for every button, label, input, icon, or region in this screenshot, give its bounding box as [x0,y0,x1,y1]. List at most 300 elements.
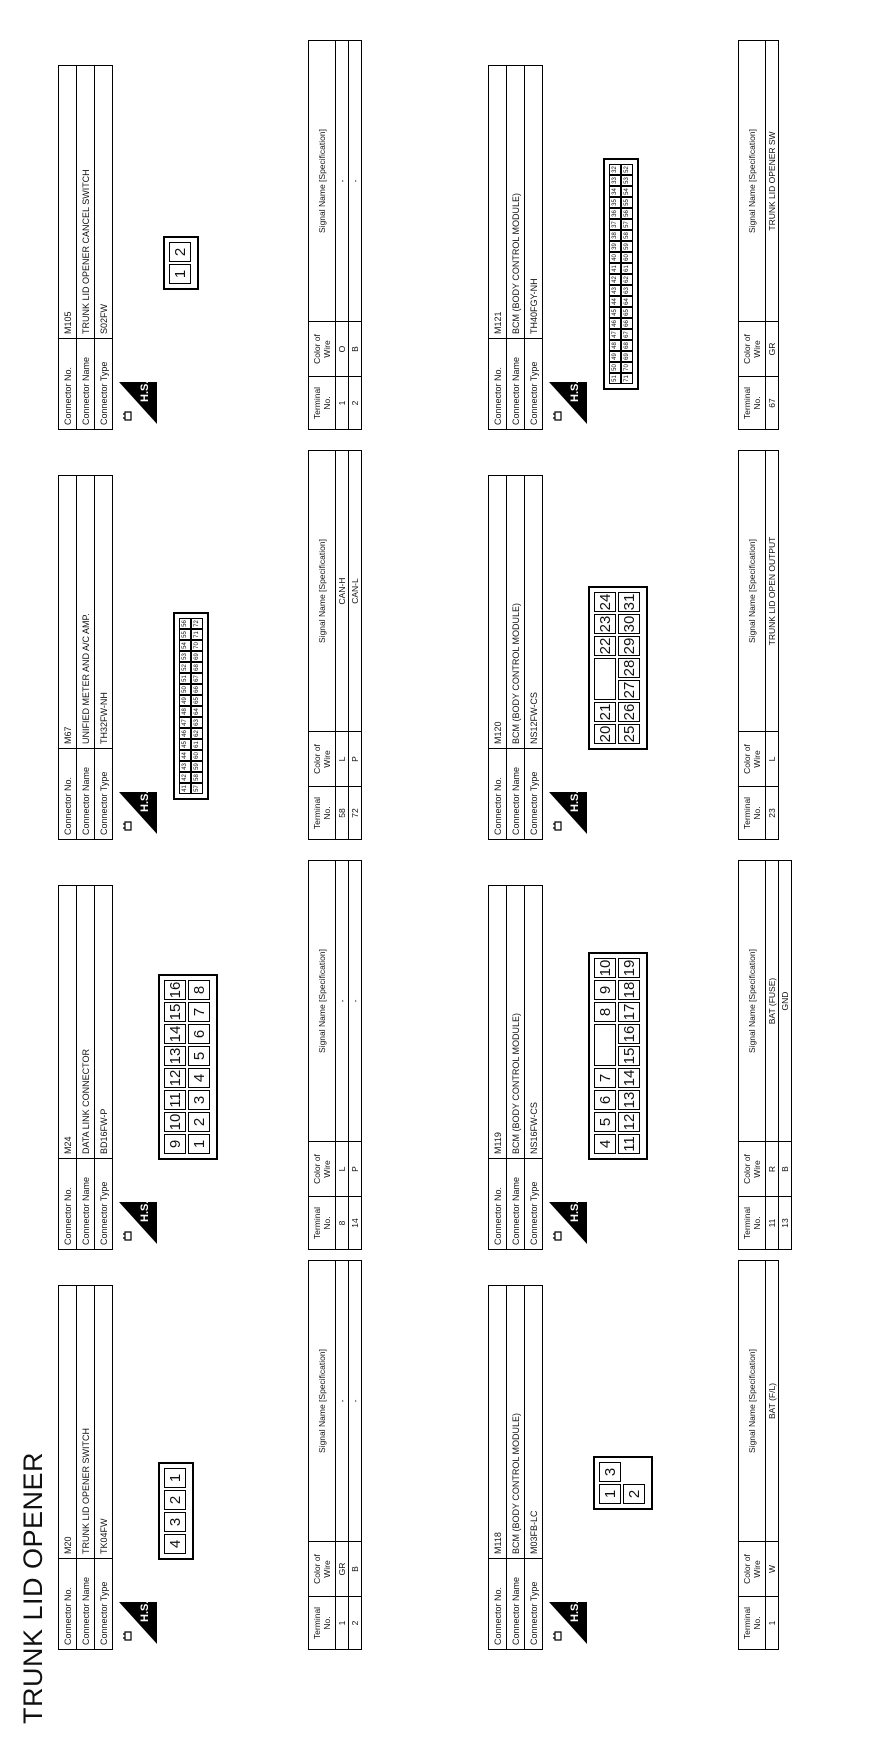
terminal-cell: 56 [621,208,633,219]
harness-side-icon [119,1602,157,1644]
blank-cell [594,658,616,700]
terminal-no: 1 [336,1597,349,1650]
terminal-cell: 21 [594,702,616,722]
terminal-cell: 1 [164,1468,186,1488]
connector-no-label: Connector No. [59,339,77,430]
terminal-cell: 62 [191,728,203,739]
connector-type-label: Connector Type [525,1159,543,1250]
terminal-cell: 63 [191,717,203,728]
signal-name-header: Signal Name [Specification] [739,861,766,1142]
terminal-cell: 69 [191,651,203,662]
terminal-row [609,164,621,384]
wire-color: W [766,1542,779,1597]
terminal-cell: 64 [621,296,633,307]
terminal-cell: 17 [618,1002,640,1022]
terminal-cell: 27 [618,680,640,700]
signal-name: BAT (FUSE) [766,861,779,1142]
terminal-cell: 42 [609,274,621,285]
harness-side-icon [549,382,587,424]
connector-no-value: M118 [489,1286,507,1559]
connector-block [488,10,896,430]
terminal-cell: 66 [191,684,203,695]
terminal-cell: 11 [164,1090,186,1110]
wire-color: L [336,732,349,787]
connector-name-value: BCM (BODY CONTROL MODULE) [507,66,525,339]
connector-no-value: M121 [489,66,507,339]
terminal-cell: 4 [594,1134,616,1154]
terminal-cell: 15 [164,1002,186,1022]
terminal-cell: 54 [179,640,191,651]
connector-type-label: Connector Type [525,1559,543,1650]
connector-block [488,420,896,840]
terminal-cell: 34 [609,186,621,197]
hs-label: H.S. [139,1600,151,1622]
table-row [336,1261,349,1650]
color-header: Color of Wire [309,732,336,787]
connector-face-diagram [603,158,639,390]
table-row [766,451,779,840]
connector-type-label: Connector Type [95,1559,113,1650]
terminal-cell: 49 [179,695,191,706]
terminal-no: 58 [336,787,349,840]
signal-table [308,860,362,1250]
connector-housing [588,586,648,750]
harness-side-icon [549,1202,587,1244]
terminal-cell: 2 [164,1490,186,1510]
signal-name-header: Signal Name [Specification] [739,451,766,732]
terminal-cell: 19 [618,958,640,978]
connector-type-label: Connector Type [95,339,113,430]
terminal-cell: 49 [609,351,621,362]
connector-type-value: S02FW [95,66,113,339]
connector-no-label: Connector No. [489,1559,507,1650]
harness-side-icon [119,792,157,834]
terminal-cell: 1 [169,264,191,284]
connector-type-value: TK04FW [95,1286,113,1559]
terminal-cell: 23 [594,614,616,634]
connector-header-table [58,885,113,1250]
connector-no-label: Connector No. [489,339,507,430]
signal-name: CAN-H [336,451,349,732]
terminal-cell: 22 [594,636,616,656]
terminal-no-header: Terminal No. [309,377,336,430]
connector-housing [158,1462,194,1560]
terminal-cell: 1 [599,1484,621,1504]
terminal-cell: 62 [621,274,633,285]
terminal-cell: 12 [618,1112,640,1132]
connector-face-diagram [593,1456,653,1510]
connector-name-label: Connector Name [507,339,525,430]
terminal-cell: 50 [179,684,191,695]
terminal-cell: 33 [609,175,621,186]
connector-name-value: UNIFIED METER AND A/C AMP. [77,476,95,749]
terminal-cell: 46 [179,728,191,739]
connector-no-value: M119 [489,886,507,1159]
terminal-cell: 31 [618,592,640,612]
table-row [766,41,779,430]
connector-no-label: Connector No. [489,1159,507,1250]
terminal-cell: 6 [594,1090,616,1110]
terminal-cell: 70 [191,640,203,651]
terminal-cell: 12 [164,1068,186,1088]
signal-name-header: Signal Name [Specification] [309,1261,336,1542]
terminal-cell: 9 [164,1134,186,1154]
terminal-cell: 58 [191,772,203,783]
color-header: Color of Wire [309,322,336,377]
table-row [766,861,779,1250]
terminal-cell: 24 [594,592,616,612]
terminal-cell: 69 [621,351,633,362]
terminal-cell: 48 [179,706,191,717]
connector-name-value: TRUNK LID OPENER SWITCH [77,1286,95,1559]
terminal-cell: 71 [191,629,203,640]
terminal-cell: 44 [179,750,191,761]
connector-face-diagram [158,974,218,1160]
terminal-cell: 47 [609,329,621,340]
connector-no-label: Connector No. [59,1559,77,1650]
terminal-cell: 47 [179,717,191,728]
terminal-no-header: Terminal No. [309,1597,336,1650]
blank-cell [594,1024,616,1066]
color-header: Color of Wire [739,732,766,787]
terminal-row [618,958,640,1154]
terminal-row [164,1468,186,1554]
connector-type-label: Connector Type [525,749,543,840]
connector-block [488,1230,896,1650]
connector-name-label: Connector Name [507,1559,525,1650]
connector-name-label: Connector Name [77,339,95,430]
connector-block [58,830,478,1250]
terminal-row [179,618,191,794]
connector-no-label: Connector No. [59,1159,77,1250]
connector-no-label: Connector No. [59,749,77,840]
connector-type-value: NS12FW-CS [525,476,543,749]
connector-type-label: Connector Type [95,1159,113,1250]
connector-name-label: Connector Name [507,1159,525,1250]
connector-header-table [488,1285,543,1650]
terminal-row [599,1462,621,1504]
terminal-cell: 41 [609,263,621,274]
wire-color: GR [766,322,779,377]
connector-housing [588,952,648,1160]
terminal-no: 72 [349,787,362,840]
terminal-cell: 2 [169,242,191,262]
table-row [766,1261,779,1650]
terminal-cell: 50 [609,362,621,373]
terminal-cell: 54 [621,186,633,197]
terminal-cell: 53 [621,175,633,186]
harness-side-icon [549,792,587,834]
terminal-row [594,958,616,1154]
signal-name-header: Signal Name [Specification] [739,1261,766,1542]
connector-name-value: TRUNK LID OPENER CANCEL SWITCH [77,66,95,339]
signal-name: TRUNK LID OPEN OUTPUT [766,451,779,732]
connector-face-diagram [588,586,648,750]
terminal-cell: 11 [618,1134,640,1154]
connector-housing [158,974,218,1160]
connector-name-label: Connector Name [77,1559,95,1650]
connector-header-table [488,885,543,1250]
terminal-no: 13 [779,1197,792,1250]
signal-table [738,1260,779,1650]
connector-header-table [488,475,543,840]
table-row [349,41,362,430]
hs-label: H.S. [569,1200,581,1222]
terminal-no: 23 [766,787,779,840]
terminal-row [623,1462,645,1504]
terminal-cell: 14 [618,1068,640,1088]
terminal-cell: 41 [179,783,191,794]
terminal-cell: 59 [191,761,203,772]
terminal-cell: 16 [164,980,186,1000]
connector-name-label: Connector Name [77,749,95,840]
terminal-cell: 63 [621,285,633,296]
signal-table [308,1260,362,1650]
terminal-cell: 60 [191,750,203,761]
terminal-cell: 48 [609,340,621,351]
terminal-cell: 42 [179,772,191,783]
table-row [336,41,349,430]
terminal-cell: 39 [609,241,621,252]
color-header: Color of Wire [309,1542,336,1597]
terminal-cell: 6 [188,1024,210,1044]
connector-no-label: Connector No. [489,749,507,840]
signal-table [738,450,779,840]
connector-type-value: TH32FW-NH [95,476,113,749]
wire-color: P [349,732,362,787]
table-row [349,861,362,1250]
terminal-cell: 13 [618,1090,640,1110]
terminal-cell: 37 [609,219,621,230]
connector-block [58,420,478,840]
terminal-cell: 7 [188,1002,210,1022]
terminal-cell: 25 [618,724,640,744]
terminal-cell: 5 [188,1046,210,1066]
signal-table [308,450,362,840]
signal-name: BAT (F/L) [766,1261,779,1542]
terminal-cell: 13 [164,1046,186,1066]
connector-header-table [58,475,113,840]
signal-name: - [349,41,362,322]
harness-side-icon [549,1602,587,1644]
terminal-no: 2 [349,377,362,430]
terminal-cell: 55 [179,629,191,640]
terminal-cell: 10 [594,958,616,978]
signal-name: - [349,861,362,1142]
terminal-cell: 14 [164,1024,186,1044]
connector-no-value: M20 [59,1286,77,1559]
connector-no-value: M24 [59,886,77,1159]
signal-name-header: Signal Name [Specification] [309,41,336,322]
hs-label: H.S. [569,790,581,812]
terminal-cell: 40 [609,252,621,263]
hs-label: H.S. [139,380,151,402]
terminal-cell: 15 [618,1046,640,1066]
terminal-cell: 60 [621,252,633,263]
table-row [349,451,362,840]
terminal-cell: 26 [618,702,640,722]
terminal-cell: 29 [618,636,640,656]
harness-side-icon [119,382,157,424]
signal-table [738,860,792,1250]
terminal-cell: 56 [179,618,191,629]
terminal-cell: 44 [609,296,621,307]
connector-name-value: BCM (BODY CONTROL MODULE) [507,476,525,749]
signal-name: TRUNK LID OPENER SW [766,41,779,322]
terminal-cell: 72 [191,618,203,629]
terminal-cell: 8 [594,1002,616,1022]
wire-color: R [766,1142,779,1197]
signal-name: CAN-L [349,451,362,732]
connector-type-value: BD16FW-P [95,886,113,1159]
terminal-cell: 64 [191,706,203,717]
signal-name: - [336,41,349,322]
terminal-cell: 52 [179,662,191,673]
terminal-cell: 3 [164,1512,186,1532]
terminal-cell: 67 [191,673,203,684]
terminal-no: 2 [349,1597,362,1650]
terminal-cell: 68 [621,340,633,351]
connector-face-diagram [158,1462,194,1560]
terminal-cell: 2 [188,1112,210,1132]
wire-color: GR [336,1542,349,1597]
wire-color: B [779,1142,792,1197]
terminal-cell: 51 [179,673,191,684]
terminal-row [188,980,210,1154]
terminal-cell: 58 [621,230,633,241]
hs-label: H.S. [569,1600,581,1622]
terminal-row [191,618,203,794]
hs-label: H.S. [139,1200,151,1222]
wire-color: P [349,1142,362,1197]
terminal-cell: 59 [621,241,633,252]
connector-name-value: DATA LINK CONNECTOR [77,886,95,1159]
terminal-cell: 3 [188,1090,210,1110]
wire-color: O [336,322,349,377]
terminal-cell: 3 [599,1462,621,1482]
terminal-cell: 18 [618,980,640,1000]
terminal-no: 11 [766,1197,779,1250]
terminal-no: 14 [349,1197,362,1250]
signal-name-header: Signal Name [Specification] [309,861,336,1142]
signal-name-header: Signal Name [Specification] [739,41,766,322]
connector-name-value: BCM (BODY CONTROL MODULE) [507,886,525,1159]
wire-color: B [349,322,362,377]
connector-no-value: M105 [59,66,77,339]
terminal-cell: 71 [621,373,633,384]
terminal-cell: 70 [621,362,633,373]
connector-header-table [58,65,113,430]
connector-type-label: Connector Type [95,749,113,840]
terminal-cell: 1 [188,1134,210,1154]
signal-name: - [336,861,349,1142]
signal-name: GND [779,861,792,1142]
terminal-cell: 2 [623,1484,645,1504]
terminal-row [621,164,633,384]
connector-name-label: Connector Name [77,1159,95,1250]
terminal-no-header: Terminal No. [739,787,766,840]
wire-color: L [336,1142,349,1197]
terminal-cell: 43 [179,761,191,772]
terminal-cell: 30 [618,614,640,634]
terminal-cell: 32 [609,164,621,175]
connector-no-value: M120 [489,476,507,749]
terminal-row [169,242,191,284]
signal-name-header: Signal Name [Specification] [309,451,336,732]
terminal-cell: 36 [609,208,621,219]
connector-housing [603,158,639,390]
terminal-cell: 66 [621,318,633,329]
terminal-no-header: Terminal No. [739,1197,766,1250]
terminal-cell: 20 [594,724,616,744]
terminal-cell: 57 [191,783,203,794]
terminal-no: 1 [336,377,349,430]
terminal-cell: 43 [609,285,621,296]
terminal-cell: 55 [621,197,633,208]
color-header: Color of Wire [739,1142,766,1197]
terminal-cell: 51 [609,373,621,384]
terminal-cell: 8 [188,980,210,1000]
page-title: TRUNK LID OPENER [18,1451,48,1724]
connector-face-diagram [588,952,648,1160]
terminal-cell: 61 [621,263,633,274]
terminal-row [618,592,640,744]
color-header: Color of Wire [739,322,766,377]
terminal-cell: 4 [164,1534,186,1554]
connector-name-label: Connector Name [507,749,525,840]
wire-color: B [349,1542,362,1597]
connector-face-diagram [173,612,209,800]
connector-housing [173,612,209,800]
terminal-cell: 46 [609,318,621,329]
connector-block [58,10,478,430]
connector-type-value: M03FB-LC [525,1286,543,1559]
terminal-row [594,592,616,744]
signal-table [308,40,362,430]
terminal-cell: 9 [594,980,616,1000]
terminal-cell: 16 [618,1024,640,1044]
terminal-cell: 57 [621,219,633,230]
terminal-no-header: Terminal No. [309,787,336,840]
connector-no-value: M67 [59,476,77,749]
table-row [336,861,349,1250]
terminal-cell: 4 [188,1068,210,1088]
signal-name: - [336,1261,349,1542]
signal-name: - [349,1261,362,1542]
connector-type-value: TH40FGY-NH [525,66,543,339]
connector-name-value: BCM (BODY CONTROL MODULE) [507,1286,525,1559]
terminal-cell: 10 [164,1112,186,1132]
table-row [349,1261,362,1650]
hs-label: H.S. [569,380,581,402]
wire-color: L [766,732,779,787]
terminal-cell: 65 [621,307,633,318]
connector-type-label: Connector Type [525,339,543,430]
terminal-no-header: Terminal No. [309,1197,336,1250]
terminal-cell: 67 [621,329,633,340]
terminal-no: 8 [336,1197,349,1250]
terminal-no-header: Terminal No. [739,1597,766,1650]
terminal-no: 1 [766,1597,779,1650]
connector-housing [163,236,199,290]
harness-side-icon [119,1202,157,1244]
connector-housing [593,1456,653,1510]
table-row [779,861,792,1250]
terminal-cell: 45 [179,739,191,750]
color-header: Color of Wire [739,1542,766,1597]
table-row [336,451,349,840]
terminal-row [164,980,186,1154]
